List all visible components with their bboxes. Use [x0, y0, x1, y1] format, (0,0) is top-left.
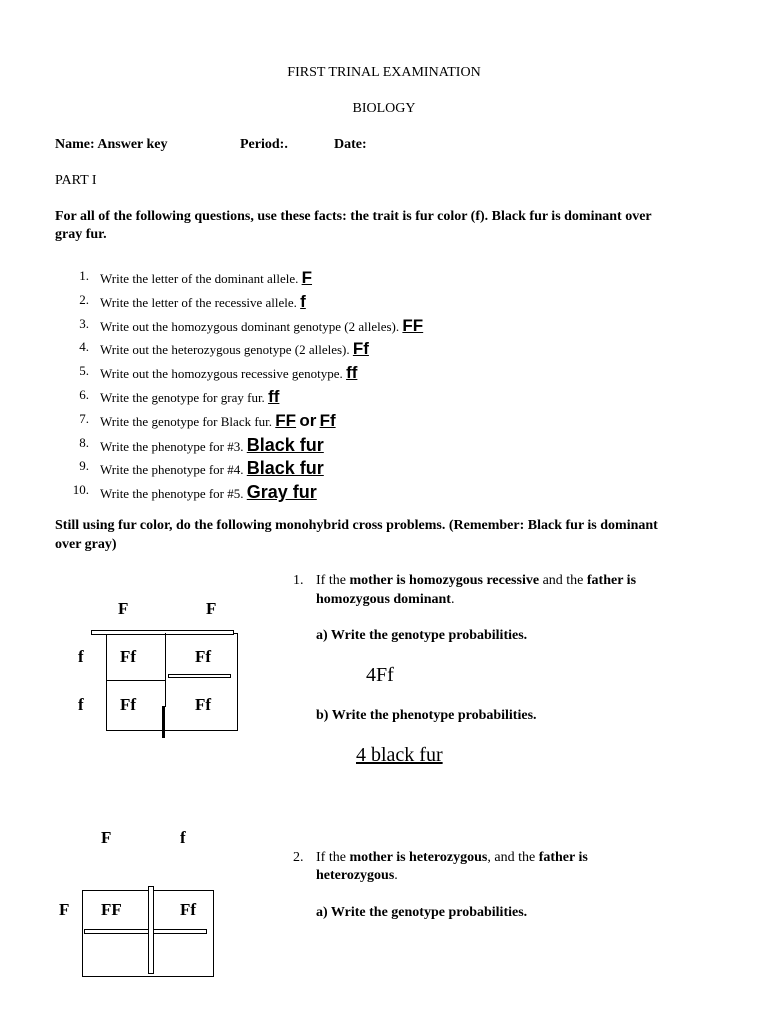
facts-line-2: gray fur.	[55, 227, 107, 242]
period-field: Period:.	[240, 137, 288, 152]
answer-text: F	[301, 268, 313, 287]
question-number: 1.	[79, 268, 89, 283]
problem1-text-line-2: homozygous dominant.	[316, 592, 455, 607]
question-item	[100, 363, 357, 383]
problem2-question-a: a) Write the genotype probabilities.	[316, 905, 528, 920]
cross-intro-line-1: Still using fur color, do the following monohybrid cross problems. (Remember: Black fur is dominant	[55, 518, 658, 533]
answer-text: ff	[346, 363, 358, 382]
question-item	[100, 458, 324, 479]
question-text: Write the phenotype for #4.	[100, 462, 244, 477]
answer-text: Gray fur	[246, 482, 317, 502]
question-text: Write the letter of the recessive allele.	[100, 295, 297, 310]
punnett2-top-allele-1: F	[101, 828, 112, 847]
punnett1-h-divider-right	[168, 674, 231, 678]
question-text: Write out the homozygous recessive genotype.	[100, 366, 343, 381]
answer-text-2: Ff	[319, 411, 336, 430]
question-item	[100, 482, 317, 503]
question-item	[100, 435, 324, 456]
question-item	[100, 292, 306, 312]
question-item	[100, 339, 369, 359]
punnett1-cell-3: Ff	[120, 695, 137, 714]
problem2-text-line-2: heterozygous.	[316, 868, 398, 883]
punnett1-v-divider-lower	[162, 706, 165, 738]
exam-subject: BIOLOGY	[352, 101, 416, 116]
punnett1-top-allele-1: F	[118, 599, 129, 618]
part-heading: PART I	[55, 173, 97, 188]
punnett2-v-divider	[148, 886, 154, 974]
punnett1-side-allele-1: f	[78, 647, 84, 666]
question-number: 8.	[79, 435, 89, 450]
cross-intro-line-2: over gray)	[55, 537, 117, 552]
answer-text: ff	[268, 387, 280, 406]
question-text: Write the letter of the dominant allele.	[100, 271, 299, 286]
punnett2-h-divider	[84, 929, 207, 934]
question-number: 6.	[79, 387, 89, 402]
problem1-answer-a: 4Ff	[366, 664, 394, 686]
question-item	[100, 268, 312, 288]
question-number: 7.	[79, 411, 89, 426]
question-text: Write the phenotype for #5.	[100, 486, 244, 501]
answer-text: Ff	[352, 339, 369, 358]
question-item	[100, 316, 423, 336]
question-item	[100, 387, 279, 407]
question-text: Write out the homozygous dominant genotype (2 alleles).	[100, 319, 400, 334]
facts-line-1: For all of the following questions, use these facts: the trait is fur color (f). Black fur is dominant over	[55, 209, 652, 224]
question-text: Write out the heterozygous genotype (2 alleles).	[100, 342, 350, 357]
problem2-number: 2.	[293, 850, 304, 865]
punnett1-top-allele-2: F	[206, 599, 217, 618]
punnett1-cell-1: Ff	[120, 647, 137, 666]
question-number: 5.	[79, 363, 89, 378]
punnett1-v-divider	[165, 633, 166, 707]
answer-text: FF	[402, 316, 424, 335]
answer-text: f	[300, 292, 306, 311]
name-field: Name: Answer key	[55, 137, 168, 152]
date-field: Date:	[334, 137, 367, 152]
answer-text: FF	[275, 411, 297, 430]
punnett2-top-allele-2: f	[180, 828, 186, 847]
question-number: 4.	[79, 339, 89, 354]
punnett1-h-divider-left	[106, 680, 166, 681]
punnett2-cell-2: Ff	[180, 900, 197, 919]
question-text: Write the genotype for Black fur.	[100, 414, 273, 429]
question-number: 2.	[79, 292, 89, 307]
punnett1-cell-2: Ff	[195, 647, 212, 666]
question-number: 9.	[79, 458, 89, 473]
problem2-text-line-1: If the mother is heterozygous, and the father is	[316, 850, 588, 865]
punnett2-side-allele-1: F	[59, 900, 70, 919]
problem1-question-b: b) Write the phenotype probabilities.	[316, 708, 537, 723]
problem1-number: 1.	[293, 573, 304, 588]
question-number: 10.	[72, 482, 89, 497]
exam-title: FIRST TRINAL EXAMINATION	[287, 65, 481, 80]
question-item	[100, 411, 336, 431]
question-text: Write the genotype for gray fur.	[100, 390, 265, 405]
question-number: 3.	[79, 316, 89, 331]
punnett1-top-bar	[91, 630, 234, 635]
problem1-question-a: a) Write the genotype probabilities.	[316, 628, 528, 643]
question-text: Write the phenotype for #3.	[100, 439, 244, 454]
problem1-answer-b: 4 black fur	[356, 744, 443, 766]
punnett2-cell-1: FF	[101, 900, 122, 919]
punnett1-side-allele-2: f	[78, 695, 84, 714]
answer-text: Black fur	[246, 458, 324, 478]
answer-text: Black fur	[246, 435, 324, 455]
punnett1-cell-4: Ff	[195, 695, 212, 714]
answer-or: or	[299, 411, 317, 430]
problem1-text-line-1: If the mother is homozygous recessive and the father is	[316, 573, 637, 588]
